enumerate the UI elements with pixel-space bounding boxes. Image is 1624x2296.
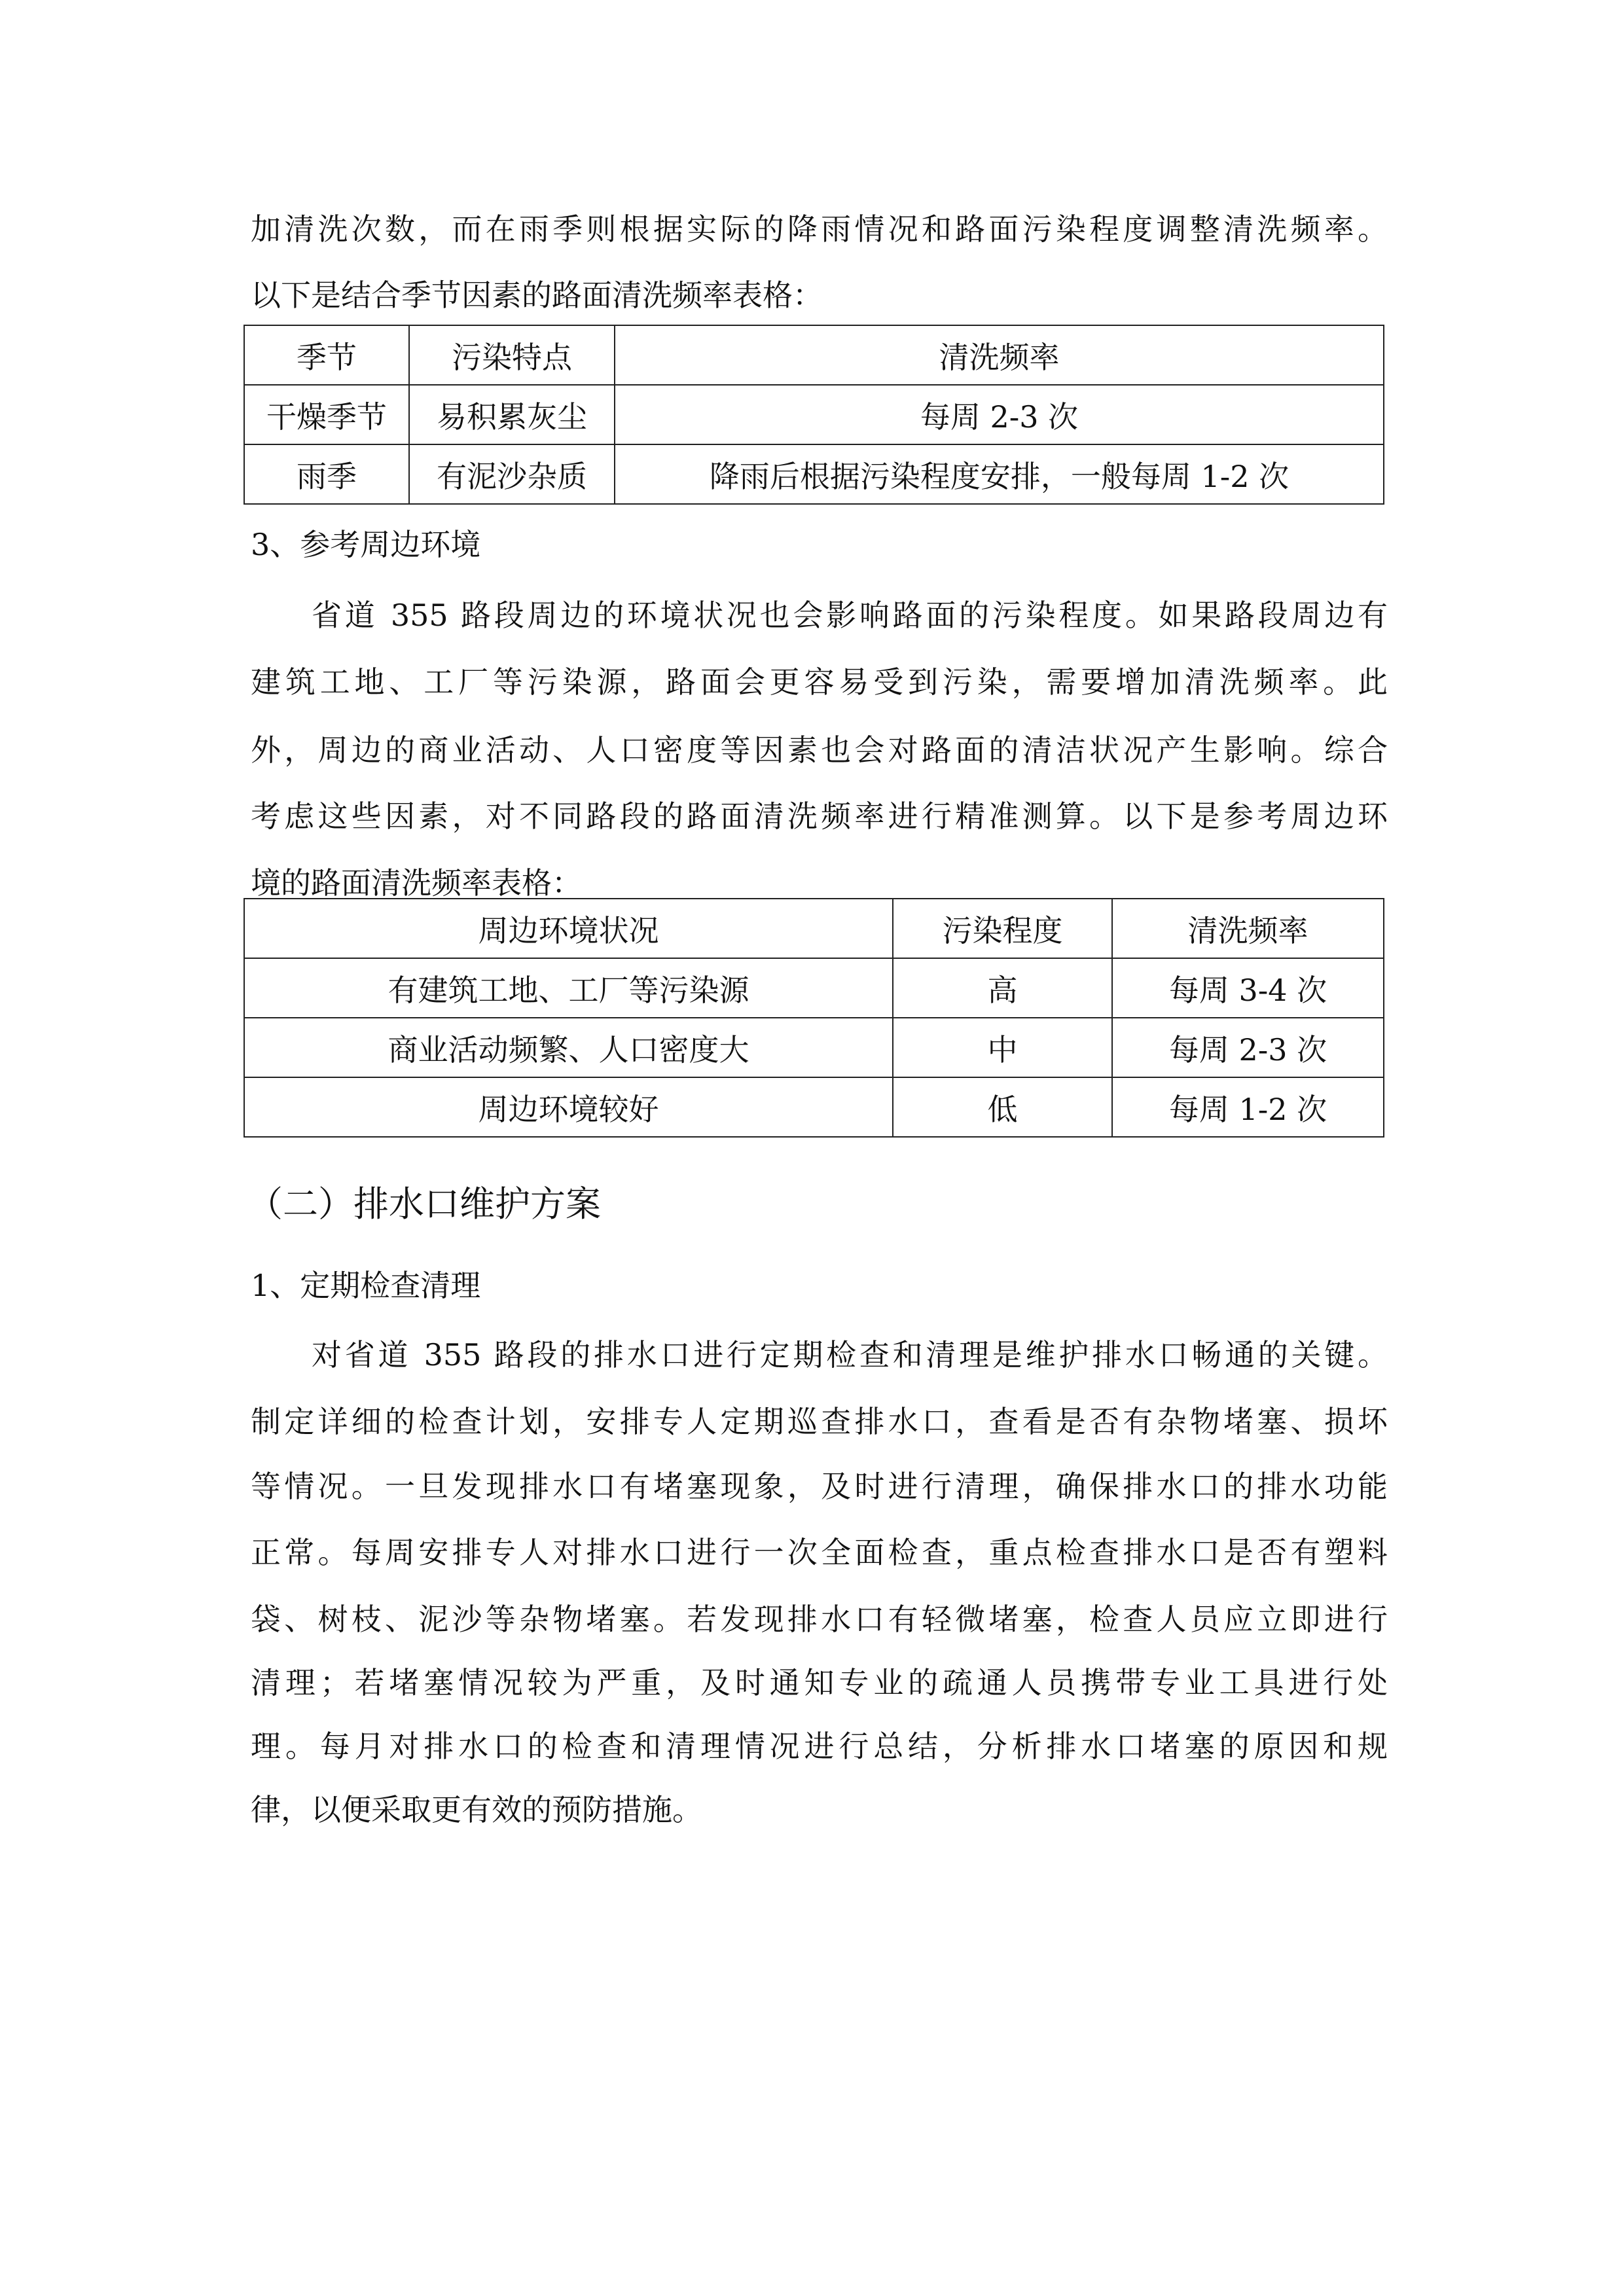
- table-header-row: [244, 899, 1384, 958]
- paragraph-line: 理。每月对排水口的检查和清理情况进行总结，分析排水口堵塞的原因和规: [251, 1729, 1388, 1764]
- table-header-cell: 季节: [244, 325, 409, 385]
- table-cell: 中: [893, 1018, 1112, 1077]
- paragraph-line: 省道 355 路段周边的环境状况也会影响路面的污染程度。如果路段周边有: [312, 598, 1388, 633]
- paragraph-line: 等情况。一旦发现排水口有堵塞现象，及时进行清理，确保排水口的排水功能: [251, 1469, 1388, 1504]
- paragraph-line: 对省道 355 路段的排水口进行定期检查和清理是维护排水口畅通的关键。: [312, 1337, 1388, 1372]
- table-header-cell: 周边环境状况: [244, 899, 893, 958]
- table-cell: 降雨后根据污染程度安排，一般每周 1-2 次: [615, 444, 1384, 504]
- table-header-row: [244, 325, 1384, 385]
- paragraph-line: 袋、树枝、泥沙等杂物堵塞。若发现排水口有轻微堵塞，检查人员应立即进行: [251, 1602, 1388, 1637]
- season-cleaning-table: [244, 325, 1384, 505]
- table-header-cell: 污染特点: [409, 325, 615, 385]
- paragraph-line: 正常。每周安排专人对排水口进行一次全面检查，重点检查排水口是否有塑料: [251, 1535, 1388, 1570]
- table-cell: 每周 2-3 次: [1112, 1018, 1384, 1077]
- subsection-title: 1、定期检查清理: [251, 1268, 481, 1303]
- table-cell: 每周 3-4 次: [1112, 958, 1384, 1018]
- section-heading: （二）排水口维护方案: [247, 1183, 601, 1225]
- table-row: [244, 958, 1384, 1018]
- paragraph-line: 加清洗次数，而在雨季则根据实际的降雨情况和路面污染程度调整清洗频率。: [251, 211, 1388, 247]
- table-cell: 每周 1-2 次: [1112, 1077, 1384, 1137]
- table-header-cell: 清洗频率: [615, 325, 1384, 385]
- table-cell: 易积累灰尘: [409, 385, 615, 444]
- environment-cleaning-table: [244, 898, 1384, 1138]
- paragraph-line: 制定详细的检查计划，安排专人定期巡查排水口，查看是否有杂物堵塞、损坏: [251, 1404, 1388, 1439]
- table-header-cell: 清洗频率: [1112, 899, 1384, 958]
- paragraph-line: 境的路面清洗频率表格：: [251, 865, 582, 901]
- paragraph-line: 外，周边的商业活动、人口密度等因素也会对路面的清洁状况产生影响。综合: [251, 732, 1388, 768]
- table-row: [244, 1018, 1384, 1077]
- paragraph-line: 建筑工地、工厂等污染源，路面会更容易受到污染，需要增加清洗频率。此: [251, 664, 1388, 700]
- paragraph-line: 考虑这些因素，对不同路段的路面清洗频率进行精准测算。以下是参考周边环: [251, 798, 1388, 834]
- table-cell: 高: [893, 958, 1112, 1018]
- paragraph-line: 以下是结合季节因素的路面清洗频率表格：: [251, 278, 823, 313]
- section-title: 3、参考周边环境: [251, 527, 481, 562]
- table-row: [244, 1077, 1384, 1137]
- paragraph-line: 清理；若堵塞情况较为严重，及时通知专业的疏通人员携带专业工具进行处: [251, 1665, 1388, 1700]
- table-row: [244, 444, 1384, 504]
- table-cell: 雨季: [244, 444, 409, 504]
- table-cell: 有建筑工地、工厂等污染源: [244, 958, 893, 1018]
- table-cell: 每周 2-3 次: [615, 385, 1384, 444]
- table-cell: 商业活动频繁、人口密度大: [244, 1018, 893, 1077]
- table-cell: 周边环境较好: [244, 1077, 893, 1137]
- table-header-cell: 污染程度: [893, 899, 1112, 958]
- table-cell: 干燥季节: [244, 385, 409, 444]
- table-cell: 有泥沙杂质: [409, 444, 615, 504]
- table-cell: 低: [893, 1077, 1112, 1137]
- paragraph-line: 律，以便采取更有效的预防措施。: [251, 1792, 702, 1827]
- table-row: [244, 385, 1384, 444]
